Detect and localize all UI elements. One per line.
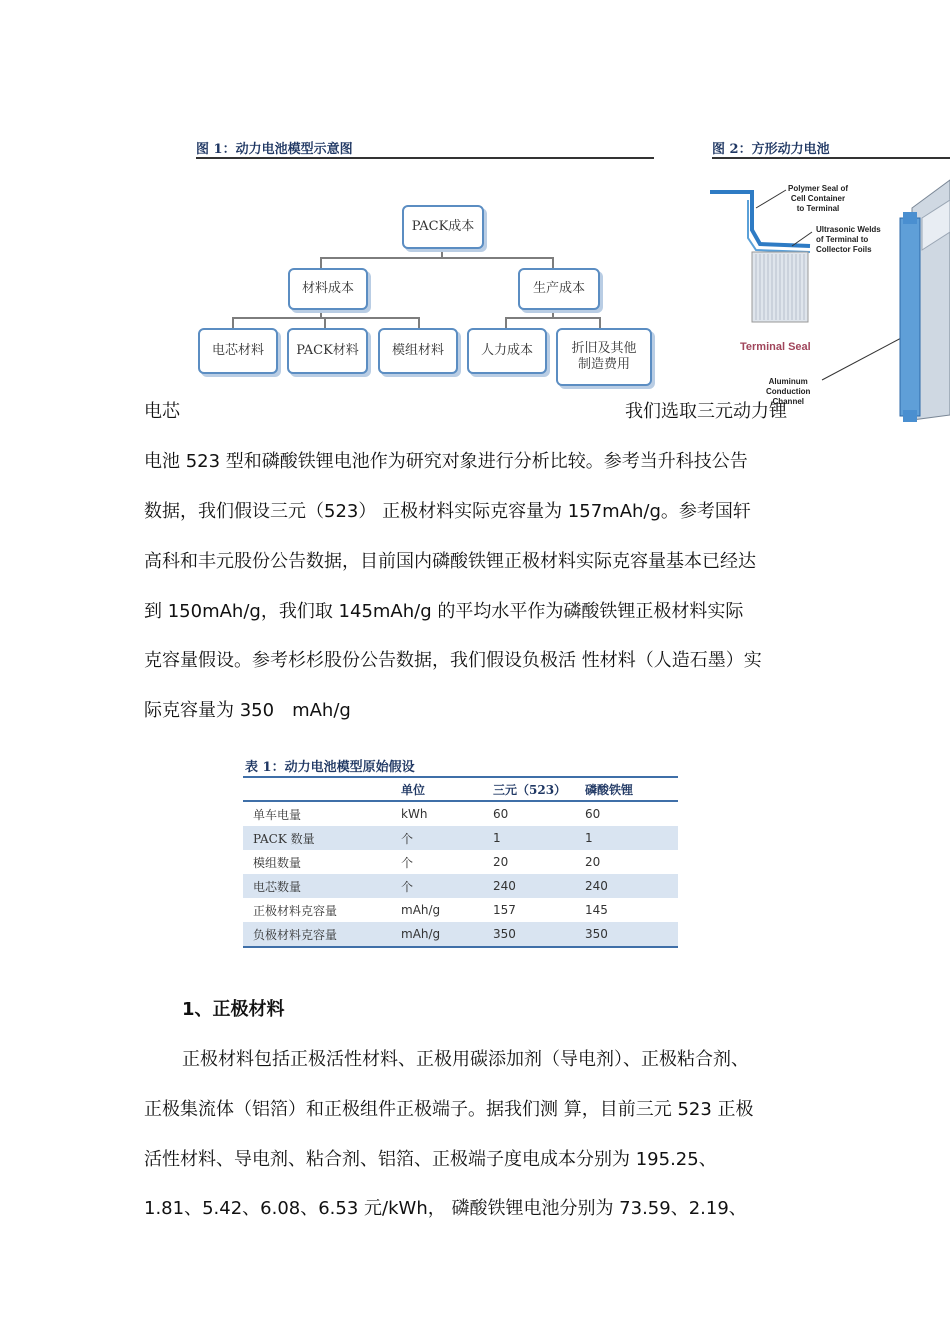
paragraph1-line1: 电池 523 型和磷酸铁锂电池作为研究对象进行分析比较。参考当升科技公告 [144,451,748,472]
paragraph1-line4: 到 150mAh/g，我们取 145mAh/g 的平均水平作为磷酸铁锂正极材料实际 [144,601,744,622]
table-cell: 350 [585,922,678,947]
node-depreciation-cost: 折旧及其他 制造费用 [556,328,652,386]
table-row [243,826,678,850]
table-cell: 145 [585,903,608,917]
section-heading: 1、正极材料 [182,999,285,1020]
table-header-cell: 三元（523） [493,777,585,801]
figure2-title: 图 2：方形动力电池 [712,142,830,157]
node-module-material: 模组材料 [378,328,458,374]
connector [505,317,601,319]
paragraph2-line3: 活性材料、导电剂、粘合剂、铝箔、正极端子度电成本分别为 195.25、 [144,1149,717,1170]
table-cell: 20 [585,855,601,869]
table-cell: 1 [585,826,678,850]
table-cell: 电芯数量 [243,874,401,898]
table-cell: 240 [493,874,585,898]
table-cell: kWh [401,807,428,821]
table-row [243,898,678,922]
table-cell: 240 [585,874,678,898]
label-ultrasonic-welds: Ultrasonic Welds of Terminal to Collector Foils [816,225,881,254]
paragraph2-line2: 正极集流体（铝箔）和正极组件正极端子。据我们测 算，目前三元 523 正极 [144,1099,754,1120]
table-header-row [243,777,678,801]
paragraph1-line6: 际克容量为 350 mAh/g [144,700,351,721]
paragraph1-line0-left: 电芯 [144,401,180,422]
table-row [243,922,678,947]
node-material-cost: 材料成本 [288,268,368,310]
paragraph1-line5: 克容量假设。参考杉杉股份公告数据，我们假设负极活 性材料（人造石墨）实 [144,650,762,671]
table-cell: PACK 数量 [243,826,401,850]
paragraph2-line1: 正极材料包括正极活性材料、正极用碳添加剂（导电剂）、正极粘合剂、 [182,1049,749,1070]
node-production-cost: 生产成本 [518,268,600,310]
table-cell: 单车电量 [253,807,302,822]
label-terminal-seal: Terminal Seal [740,341,811,353]
node-pack-material: PACK材料 [287,328,368,374]
table-header-cell: 单位 [401,777,493,801]
node-labor-cost: 人力成本 [467,328,547,374]
table-cell: 个 [401,855,414,870]
table-cell: 负极材料克容量 [243,922,401,947]
table-cell: mAh/g [401,903,441,917]
table-row [243,874,678,898]
paragraph1-line3: 高科和丰元股份公告数据，目前国内磷酸铁锂正极材料实际克容量基本已经达 [144,551,756,572]
table-cell: 60 [585,807,601,821]
assumptions-table [243,776,678,948]
table-cell: 模组数量 [253,855,302,870]
table-cell: 157 [493,903,516,917]
label-aluminum-channel: Aluminum Conduction Channel [766,377,811,406]
figure1-title: 图 1：动力电池模型示意图 [196,142,353,157]
connector [232,317,420,319]
table-cell: 60 [493,807,509,821]
table-cell: 350 [493,922,585,947]
table-cell: 个 [401,874,493,898]
table1-title: 表 1：动力电池模型原始假设 [245,760,415,775]
table-header-cell [243,777,401,801]
connector [320,257,554,259]
table-row [243,801,678,826]
paragraph2-line4: 1.81、5.42、6.08、6.53 元/kWh， 磷酸铁锂电池分别为 73.59、2.19、 [144,1198,747,1219]
table-cell: 正极材料克容量 [253,903,338,918]
table-header-cell: 磷酸铁锂 [585,777,678,801]
table-cell: 1 [493,826,585,850]
node-pack-cost: PACK成本 [402,205,484,249]
table-cell: 个 [401,826,493,850]
table-cell: mAh/g [401,922,493,947]
paragraph1-line2: 数据，我们假设三元（523） 正极材料实际克容量为 157mAh/g。参考国轩 [144,501,751,522]
paragraph1-line0-right: 我们选取三元动力锂 [625,401,787,422]
figure1-rule [196,157,654,159]
table-row [243,850,678,874]
node-cell-material: 电芯材料 [198,328,278,374]
label-polymer-seal: Polymer Seal of Cell Container to Terminal [788,184,849,213]
table-cell: 20 [493,855,509,869]
figure2-rule [712,157,950,159]
